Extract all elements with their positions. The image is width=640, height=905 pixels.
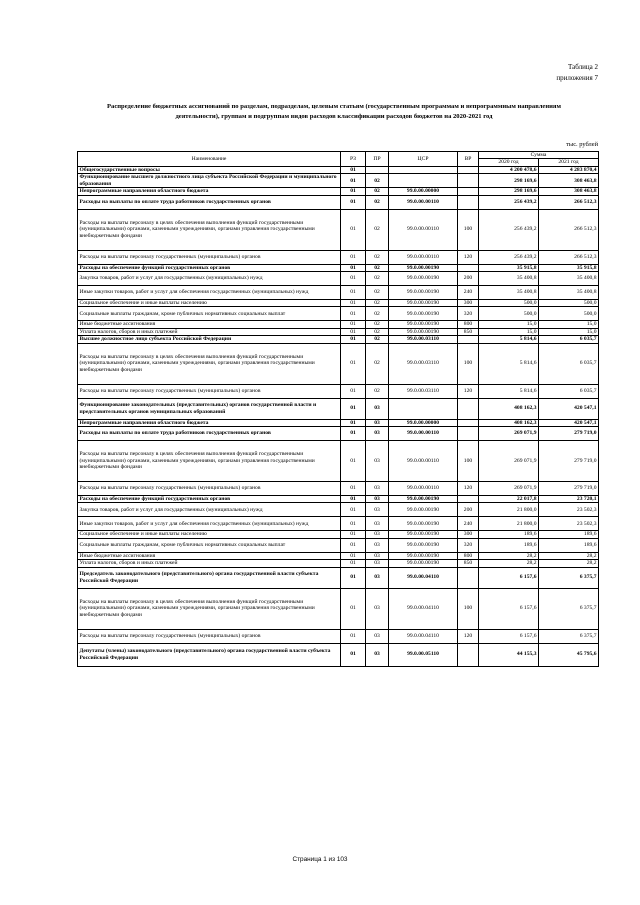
cell-rz: 01 xyxy=(341,250,366,264)
cell-name: Расходы на выплаты персоналу государственных (муниципальных) органов xyxy=(78,250,341,264)
cell-rz: 01 xyxy=(341,195,366,209)
cell-name: Уплата налогов, сборов и иных платежей xyxy=(78,328,341,335)
cell-name: Иные закупки товаров, работ и услуг для обеспечения государственных (муниципальных) нужд xyxy=(78,517,341,531)
cell-sum-2020: 269 071,9 xyxy=(479,482,539,496)
cell-sum-2020: 189,6 xyxy=(479,531,539,538)
cell-rz: 01 xyxy=(341,328,366,335)
cell-csr: 99.0.00.03110 xyxy=(389,343,458,384)
cell-name: Уплата налогов, сборов и иных платежей xyxy=(78,560,341,567)
cell-sum-2021: 266 512,3 xyxy=(539,209,599,250)
cell-name: Высшее должностное лицо субъекта Российской Федерации xyxy=(78,336,341,343)
cell-vr: 300 xyxy=(458,531,479,538)
table-row xyxy=(78,272,599,286)
cell-csr: 99.0.00.00190 xyxy=(389,264,458,271)
cell-pr: 02 xyxy=(366,264,389,271)
cell-csr: 99.0.00.00190 xyxy=(389,503,458,517)
cell-csr: 99.0.00.00110 xyxy=(389,482,458,496)
cell-name: Иные закупки товаров, работ и услуг для обеспечения государственных (муниципальных) нужд xyxy=(78,286,341,300)
cell-rz: 01 xyxy=(341,321,366,328)
cell-csr: 99.0.00.03110 xyxy=(389,336,458,343)
cell-csr: 99.0.00.00190 xyxy=(389,328,458,335)
cell-sum-2020: 500,0 xyxy=(479,307,539,321)
cell-sum-2021: 279 719,0 xyxy=(539,482,599,496)
cell-vr xyxy=(458,166,479,173)
cell-sum-2020: 4 200 478,6 xyxy=(479,166,539,173)
cell-name: Закупка товаров, работ и услуг для государственных (муниципальных) нужд xyxy=(78,272,341,286)
cell-csr: 99.0.00.00190 xyxy=(389,286,458,300)
cell-name: Общегосударственные вопросы xyxy=(78,166,341,173)
budget-table xyxy=(77,151,599,667)
cell-sum-2021: 189,6 xyxy=(539,531,599,538)
cell-name: Функционирование законодательных (представительных) органов государственной власти и представительных органов муниципальных образований xyxy=(78,398,341,419)
cell-sum-2021: 308 463,8 xyxy=(539,188,599,195)
cell-rz: 01 xyxy=(341,503,366,517)
cell-rz: 01 xyxy=(341,427,366,441)
cell-name: Социальное обеспечение и иные выплаты населению xyxy=(78,531,341,538)
cell-sum-2020: 5 814,6 xyxy=(479,343,539,384)
cell-sum-2020: 21 800,0 xyxy=(479,517,539,531)
cell-vr: 120 xyxy=(458,482,479,496)
cell-vr: 200 xyxy=(458,503,479,517)
cell-pr: 03 xyxy=(366,517,389,531)
cell-rz: 01 xyxy=(341,286,366,300)
cell-sum-2020: 22 017,8 xyxy=(479,496,539,503)
table-row xyxy=(78,588,599,629)
cell-sum-2020: 256 439,2 xyxy=(479,250,539,264)
table-row xyxy=(78,328,599,335)
cell-sum-2020: 500,0 xyxy=(479,300,539,307)
table-body xyxy=(78,166,599,666)
cell-sum-2020: 28,2 xyxy=(479,552,539,559)
cell-vr: 320 xyxy=(458,538,479,552)
cell-rz: 01 xyxy=(341,482,366,496)
cell-sum-2020: 35 400,8 xyxy=(479,272,539,286)
cell-sum-2020: 15,0 xyxy=(479,328,539,335)
cell-rz: 01 xyxy=(341,531,366,538)
cell-csr: 99.0.00.00190 xyxy=(389,300,458,307)
cell-sum-2020: 35 400,8 xyxy=(479,286,539,300)
cell-sum-2021: 6 375,7 xyxy=(539,588,599,629)
table-row xyxy=(78,567,599,588)
header-sum: Сумма xyxy=(479,152,599,159)
cell-vr: 800 xyxy=(458,552,479,559)
page-footer: Страница 1 из 103 xyxy=(292,856,348,863)
table-row xyxy=(78,264,599,271)
cell-csr: 99.0.00.04110 xyxy=(389,629,458,643)
cell-name: Иные бюджетные ассигнования xyxy=(78,321,341,328)
cell-sum-2021: 15,0 xyxy=(539,321,599,328)
table-row xyxy=(78,286,599,300)
cell-name: Непрограммные направления областного бюджета xyxy=(78,188,341,195)
cell-pr: 02 xyxy=(366,272,389,286)
cell-csr: 99.0.00.00190 xyxy=(389,496,458,503)
cell-name: Закупка товаров, работ и услуг для государственных (муниципальных) нужд xyxy=(78,503,341,517)
table-row xyxy=(78,300,599,307)
cell-sum-2021: 500,0 xyxy=(539,300,599,307)
cell-name: Расходы на обеспечение функций государственных органов xyxy=(78,264,341,271)
cell-rz: 01 xyxy=(341,398,366,419)
cell-sum-2020: 15,0 xyxy=(479,321,539,328)
cell-rz: 01 xyxy=(341,307,366,321)
cell-pr: 03 xyxy=(366,629,389,643)
table-row xyxy=(78,188,599,195)
cell-sum-2021: 420 547,1 xyxy=(539,398,599,419)
cell-vr xyxy=(458,398,479,419)
cell-pr: 02 xyxy=(366,300,389,307)
cell-vr xyxy=(458,419,479,426)
cell-vr xyxy=(458,188,479,195)
cell-vr xyxy=(458,174,479,188)
cell-sum-2021: 6 375,7 xyxy=(539,567,599,588)
cell-pr: 02 xyxy=(366,174,389,188)
cell-rz: 01 xyxy=(341,343,366,384)
table-row xyxy=(78,398,599,419)
cell-csr: 99.0.00.03110 xyxy=(389,384,458,398)
cell-name: Расходы на выплаты персоналу в целях обеспечения выполнения функций государственными (муниципальными) органами, казенными учреждениями, органами управления государственными внебюджетными фондами xyxy=(78,441,341,482)
cell-sum-2021: 23 720,1 xyxy=(539,496,599,503)
header-pr: ПР xyxy=(366,152,389,167)
cell-name: Председатель законодательного (представительного) органа государственной власти субъекта Российской Федерации xyxy=(78,567,341,588)
cell-csr: 99.0.00.00110 xyxy=(389,441,458,482)
cell-pr: 03 xyxy=(366,398,389,419)
table-caption xyxy=(556,62,598,84)
table-number: Таблица 2 xyxy=(568,63,598,71)
appendix-number: приложения 7 xyxy=(556,74,598,82)
cell-csr: 99.0.00.04110 xyxy=(389,567,458,588)
cell-pr: 02 xyxy=(366,195,389,209)
cell-vr xyxy=(458,195,479,209)
cell-sum-2020: 269 071,9 xyxy=(479,441,539,482)
cell-name: Депутаты (члены) законодательного (представительного) органа государственной власти субъекта Российской Федерации xyxy=(78,643,341,666)
cell-rz: 01 xyxy=(341,188,366,195)
cell-vr: 850 xyxy=(458,328,479,335)
cell-name: Социальные выплаты гражданам, кроме публичных нормативных социальных выплат xyxy=(78,307,341,321)
cell-csr: 99.0.00.00190 xyxy=(389,272,458,286)
cell-pr: 02 xyxy=(366,307,389,321)
cell-pr: 02 xyxy=(366,343,389,384)
cell-pr: 02 xyxy=(366,336,389,343)
cell-name: Непрограммные направления областного бюджета xyxy=(78,419,341,426)
table-row xyxy=(78,482,599,496)
cell-rz: 01 xyxy=(341,552,366,559)
cell-name: Иные бюджетные ассигнования xyxy=(78,552,341,559)
cell-vr xyxy=(458,264,479,271)
cell-name: Расходы на обеспечение функций государственных органов xyxy=(78,496,341,503)
cell-csr: 99.0.00.00110 xyxy=(389,195,458,209)
table-row xyxy=(78,384,599,398)
cell-sum-2021: 189,6 xyxy=(539,538,599,552)
cell-csr: 99.0.00.00190 xyxy=(389,552,458,559)
cell-csr xyxy=(389,166,458,173)
cell-sum-2021: 23 502,3 xyxy=(539,503,599,517)
table-row xyxy=(78,250,599,264)
cell-name: Социальные выплаты гражданам, кроме публичных нормативных социальных выплат xyxy=(78,538,341,552)
cell-rz: 01 xyxy=(341,300,366,307)
table-row xyxy=(78,419,599,426)
table-row xyxy=(78,166,599,173)
header-name: Наименование xyxy=(78,152,341,167)
cell-rz: 01 xyxy=(341,166,366,173)
table-row xyxy=(78,321,599,328)
cell-sum-2021: 35 915,8 xyxy=(539,264,599,271)
table-row xyxy=(78,629,599,643)
cell-sum-2021: 15,0 xyxy=(539,328,599,335)
table-row xyxy=(78,174,599,188)
cell-rz: 01 xyxy=(341,538,366,552)
cell-sum-2021: 500,0 xyxy=(539,307,599,321)
table-row xyxy=(78,195,599,209)
cell-sum-2020: 5 814,6 xyxy=(479,384,539,398)
cell-csr: 99.0.00.04110 xyxy=(389,588,458,629)
table-row xyxy=(78,531,599,538)
cell-csr: 99.0.00.00110 xyxy=(389,250,458,264)
cell-csr: 99.0.00.00000 xyxy=(389,419,458,426)
cell-vr: 240 xyxy=(458,517,479,531)
cell-pr xyxy=(366,166,389,173)
table-row xyxy=(78,560,599,567)
cell-vr: 100 xyxy=(458,441,479,482)
table-row xyxy=(78,643,599,666)
units-label: тыс. рублей xyxy=(566,141,598,148)
cell-sum-2021: 279 719,0 xyxy=(539,441,599,482)
cell-sum-2020: 6 157,6 xyxy=(479,629,539,643)
cell-pr: 03 xyxy=(366,531,389,538)
cell-sum-2021: 308 463,8 xyxy=(539,174,599,188)
cell-pr: 03 xyxy=(366,643,389,666)
cell-name: Расходы на выплаты по оплате труда работников государственных органов xyxy=(78,427,341,441)
cell-sum-2021: 45 795,6 xyxy=(539,643,599,666)
cell-sum-2020: 44 155,3 xyxy=(479,643,539,666)
cell-sum-2020: 408 162,3 xyxy=(479,398,539,419)
cell-pr: 02 xyxy=(366,250,389,264)
cell-sum-2021: 6 035,7 xyxy=(539,343,599,384)
header-rz: РЗ xyxy=(341,152,366,167)
cell-vr: 800 xyxy=(458,321,479,328)
cell-name: Расходы на выплаты персоналу в целях обеспечения выполнения функций государственными (муниципальными) органами, казенными учреждениями, органами управления государственными внебюджетными фондами xyxy=(78,209,341,250)
cell-csr xyxy=(389,398,458,419)
cell-pr: 03 xyxy=(366,588,389,629)
cell-sum-2021: 23 502,3 xyxy=(539,517,599,531)
cell-sum-2021: 266 512,3 xyxy=(539,195,599,209)
cell-vr: 100 xyxy=(458,209,479,250)
cell-rz: 01 xyxy=(341,264,366,271)
cell-name: Расходы на выплаты персоналу в целях обеспечения выполнения функций государственными (муниципальными) органами, казенными учреждениями, органами управления государственными внебюджетными фондами xyxy=(78,343,341,384)
header-csr: ЦСР xyxy=(389,152,458,167)
cell-sum-2020: 5 814,6 xyxy=(479,336,539,343)
cell-sum-2020: 6 157,6 xyxy=(479,567,539,588)
cell-vr xyxy=(458,336,479,343)
cell-csr: 99.0.00.00190 xyxy=(389,531,458,538)
cell-vr: 100 xyxy=(458,588,479,629)
cell-vr xyxy=(458,567,479,588)
cell-pr: 03 xyxy=(366,503,389,517)
cell-csr: 99.0.00.00190 xyxy=(389,560,458,567)
table-row xyxy=(78,336,599,343)
table-row xyxy=(78,517,599,531)
table-row xyxy=(78,343,599,384)
cell-csr: 99.0.00.00190 xyxy=(389,321,458,328)
cell-csr: 99.0.00.00000 xyxy=(389,188,458,195)
cell-pr: 03 xyxy=(366,441,389,482)
table-row xyxy=(78,209,599,250)
cell-vr: 300 xyxy=(458,300,479,307)
cell-name: Функционирование высшего должностного лица субъекта Российской Федерации и муниципального образования xyxy=(78,174,341,188)
cell-sum-2020: 256 439,2 xyxy=(479,195,539,209)
cell-vr: 120 xyxy=(458,629,479,643)
cell-csr: 99.0.00.00190 xyxy=(389,307,458,321)
cell-sum-2021: 6 035,7 xyxy=(539,384,599,398)
table-row xyxy=(78,552,599,559)
table-row xyxy=(78,538,599,552)
cell-pr: 03 xyxy=(366,496,389,503)
cell-sum-2020: 35 915,8 xyxy=(479,264,539,271)
cell-rz: 01 xyxy=(341,517,366,531)
cell-vr: 120 xyxy=(458,384,479,398)
header-vr: ВР xyxy=(458,152,479,167)
cell-sum-2021: 6 375,7 xyxy=(539,629,599,643)
cell-sum-2021: 420 547,1 xyxy=(539,419,599,426)
header-2020: 2020 год xyxy=(479,159,539,166)
cell-rz: 01 xyxy=(341,643,366,666)
cell-sum-2020: 298 169,6 xyxy=(479,188,539,195)
table-row xyxy=(78,503,599,517)
cell-pr: 03 xyxy=(366,567,389,588)
cell-rz: 01 xyxy=(341,567,366,588)
cell-sum-2021: 279 719,0 xyxy=(539,427,599,441)
cell-sum-2020: 6 157,6 xyxy=(479,588,539,629)
cell-vr xyxy=(458,496,479,503)
cell-sum-2020: 189,6 xyxy=(479,538,539,552)
cell-sum-2020: 21 800,0 xyxy=(479,503,539,517)
cell-pr: 02 xyxy=(366,209,389,250)
cell-rz: 01 xyxy=(341,588,366,629)
cell-vr: 850 xyxy=(458,560,479,567)
cell-name: Расходы на выплаты персоналу государственных (муниципальных) органов xyxy=(78,482,341,496)
table-row xyxy=(78,441,599,482)
cell-pr: 03 xyxy=(366,538,389,552)
cell-rz: 01 xyxy=(341,560,366,567)
cell-vr: 120 xyxy=(458,250,479,264)
cell-sum-2021: 6 035,7 xyxy=(539,336,599,343)
cell-sum-2021: 28,2 xyxy=(539,560,599,567)
cell-vr: 320 xyxy=(458,307,479,321)
cell-sum-2021: 35 400,8 xyxy=(539,286,599,300)
cell-vr: 240 xyxy=(458,286,479,300)
cell-sum-2021: 35 400,8 xyxy=(539,272,599,286)
table-row xyxy=(78,307,599,321)
cell-rz: 01 xyxy=(341,496,366,503)
cell-pr: 02 xyxy=(366,328,389,335)
cell-csr: 99.0.00.05110 xyxy=(389,643,458,666)
cell-pr: 03 xyxy=(366,552,389,559)
cell-sum-2021: 28,2 xyxy=(539,552,599,559)
cell-vr xyxy=(458,643,479,666)
cell-sum-2021: 266 512,3 xyxy=(539,250,599,264)
table-row xyxy=(78,496,599,503)
cell-rz: 01 xyxy=(341,384,366,398)
cell-vr xyxy=(458,427,479,441)
cell-rz: 01 xyxy=(341,336,366,343)
cell-sum-2020: 256 439,2 xyxy=(479,209,539,250)
cell-pr: 03 xyxy=(366,560,389,567)
cell-name: Расходы на выплаты персоналу в целях обеспечения выполнения функций государственными (муниципальными) органами, казенными учреждениями, органами управления государственными внебюджетными фондами xyxy=(78,588,341,629)
cell-rz: 01 xyxy=(341,174,366,188)
cell-vr: 100 xyxy=(458,343,479,384)
cell-rz: 01 xyxy=(341,209,366,250)
cell-rz: 01 xyxy=(341,629,366,643)
cell-name: Расходы на выплаты по оплате труда работников государственных органов xyxy=(78,195,341,209)
cell-pr: 03 xyxy=(366,419,389,426)
cell-rz: 01 xyxy=(341,441,366,482)
cell-csr xyxy=(389,174,458,188)
cell-pr: 03 xyxy=(366,482,389,496)
table-row xyxy=(78,427,599,441)
cell-pr: 02 xyxy=(366,286,389,300)
cell-name: Расходы на выплаты персоналу государственных (муниципальных) органов xyxy=(78,629,341,643)
cell-name: Социальное обеспечение и иные выплаты населению xyxy=(78,300,341,307)
cell-pr: 02 xyxy=(366,384,389,398)
cell-csr: 99.0.00.00190 xyxy=(389,538,458,552)
cell-csr: 99.0.00.00190 xyxy=(389,517,458,531)
cell-name: Расходы на выплаты персоналу государственных (муниципальных) органов xyxy=(78,384,341,398)
cell-sum-2020: 298 169,6 xyxy=(479,174,539,188)
cell-pr: 02 xyxy=(366,188,389,195)
cell-pr: 02 xyxy=(366,321,389,328)
cell-sum-2020: 28,2 xyxy=(479,560,539,567)
header-2021: 2021 год xyxy=(539,159,599,166)
cell-rz: 01 xyxy=(341,272,366,286)
cell-rz: 01 xyxy=(341,419,366,426)
cell-csr: 99.0.00.00110 xyxy=(389,427,458,441)
cell-csr: 99.0.00.00110 xyxy=(389,209,458,250)
cell-pr: 03 xyxy=(366,427,389,441)
cell-sum-2020: 269 071,9 xyxy=(479,427,539,441)
cell-sum-2020: 408 162,3 xyxy=(479,419,539,426)
cell-sum-2021: 4 283 870,4 xyxy=(539,166,599,173)
document-title: Распределение бюджетных ассигнований по разделам, подразделам, целевым статьям (государственным программам и непрограммным направлениям деятельности), группам и подгруппам видов расходов классификации расходов бюджетов на 2020-2021 год xyxy=(107,103,561,120)
cell-vr: 200 xyxy=(458,272,479,286)
